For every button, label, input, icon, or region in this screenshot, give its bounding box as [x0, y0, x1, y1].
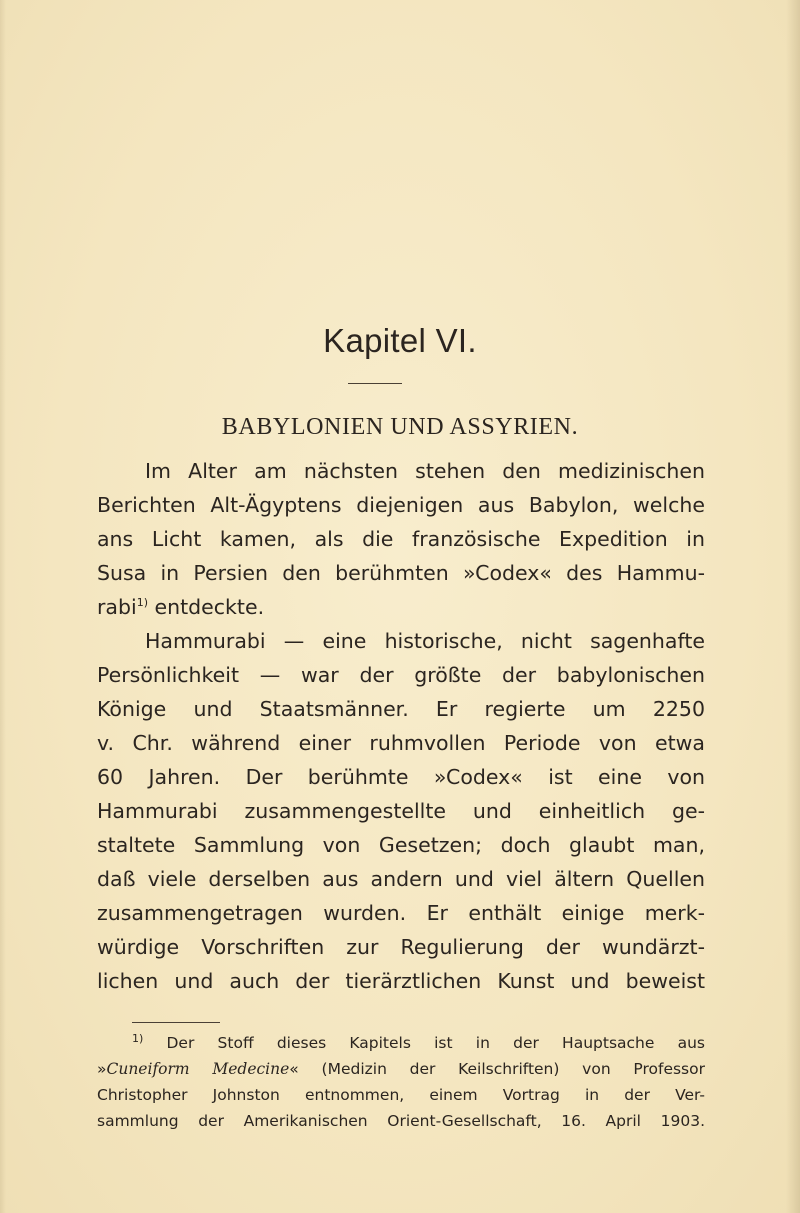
- body-line: würdige Vorschriften zur Regulierung der wundärzt-: [97, 935, 705, 959]
- body-line: Berichten Alt-Ägyptens diejenigen aus Babylon, welche: [97, 493, 705, 517]
- body-line: Hammurabi — eine historische, nicht sagenhafte: [145, 629, 705, 653]
- page-edge-shadow-right: [786, 0, 800, 1213]
- body-line: staltete Sammlung von Gesetzen; doch glaubt man,: [97, 833, 705, 857]
- body-line: ans Licht kamen, als die französische Expedition in: [97, 527, 705, 551]
- footnote-divider: [132, 1022, 220, 1023]
- body-line: [97, 590, 705, 624]
- footnote-line: Christopher Johnston entnommen, einem Vortrag in der Ver-: [97, 1086, 705, 1104]
- body-line: v. Chr. während einer ruhmvollen Periode von etwa: [97, 731, 705, 755]
- footnote-line: [97, 1056, 705, 1082]
- body-line: Susa in Persien den berühmten »Codex« des Hammu-: [97, 561, 705, 585]
- footnote-line: [132, 1030, 705, 1056]
- body-text: entdeckte.: [148, 595, 265, 619]
- body-line: zusammengetragen wurden. Er enthält einige merk-: [97, 901, 705, 925]
- footnote-text: Der Stoff dieses Kapitels ist in der Hauptsache aus: [143, 1034, 705, 1052]
- chapter-title: Kapitel VI.: [323, 322, 477, 359]
- body-line: Könige und Staatsmänner. Er regierte um 2250: [97, 697, 705, 721]
- footnote-quote-open: »: [97, 1060, 107, 1078]
- body-line: lichen und auch der tierärztlichen Kunst und beweist: [97, 969, 705, 993]
- footnote-quote-close: «: [289, 1060, 299, 1078]
- footnote-work-title: Cuneiform Medecine: [106, 1060, 290, 1078]
- body-line: daß viele derselben aus andern und viel ältern Quellen: [97, 867, 705, 891]
- footnote-marker: 1): [132, 1031, 144, 1045]
- body-line: Persönlichkeit — war der größte der babylonischen: [97, 663, 705, 687]
- footnote-text: (Medizin der Keilschriften) von Professor: [298, 1060, 705, 1078]
- title-divider: [348, 383, 402, 384]
- body-text: rabi: [97, 595, 137, 619]
- footnote-reference: 1): [136, 596, 148, 610]
- body-line: Im Alter am nächsten stehen den medizinischen: [145, 459, 705, 483]
- footnote-line: sammlung der Amerikanischen Orient-Gesellschaft, 16. April 1903.: [97, 1112, 705, 1130]
- body-line: 60 Jahren. Der berühmte »Codex« ist eine von: [97, 765, 705, 789]
- section-heading: BABYLONIEN UND ASSYRIEN.: [221, 414, 579, 440]
- body-line: Hammurabi zusammengestellte und einheitlich ge-: [97, 799, 705, 823]
- page-edge-shadow-left: [0, 0, 6, 1213]
